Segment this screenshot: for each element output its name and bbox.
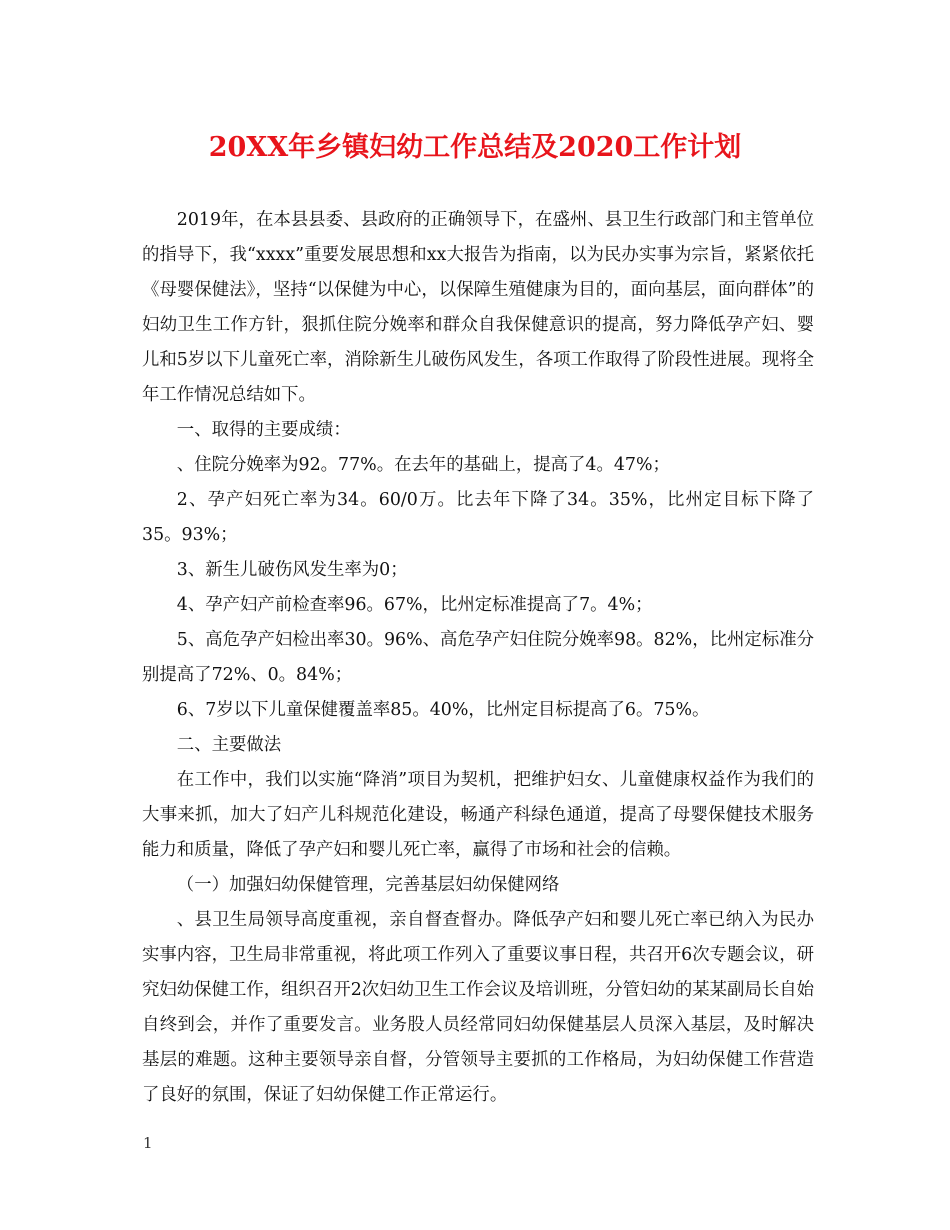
- document-body: [142, 203, 814, 1113]
- list-item-delivery-rate: 、住院分娩率为92。77%。在去年的基础上，提高了4。47%；: [176, 455, 670, 475]
- paragraph-intro: 2019年，在本县县委、县政府的正确领导下，在盛州、县卫生行政部门和主管单位的指导下，我“xxxx”重要发展思想和xx大报告为指南，以为民办实事为宗旨，紧紧依托《母婴保健法》，坚持“以保健为中心，以保障生殖健康为目的，面向基层，面向群体”的妇幼卫生工作方针，狠抓住院分娩率和群众自我保健意识的提高，努力降低孕产妇、婴儿和5岁以下儿童死亡率，消除新生儿破伤风发生，各项工作取得了阶段性进展。现将全年工作情况总结如下。: [142, 210, 814, 405]
- subsection-heading-management: （一）加强妇幼保健管理，完善基层妇幼保健网络: [176, 875, 560, 895]
- paragraph-methods: 在工作中，我们以实施“降消”项目为契机，把维护妇女、儿童健康权益作为我们的大事来抓，加大了妇产儿科规范化建设，畅通产科绿色通道，提高了母婴保健技术服务能力和质量，降低了孕产妇和婴儿死亡率，赢得了市场和社会的信赖。: [142, 770, 814, 860]
- document-title: 20XX年乡镇妇幼工作总结及2020工作计划: [208, 132, 742, 163]
- list-item-high-risk: 5、高危孕产妇检出率30。96%、高危孕产妇住院分娩率98。82%，比州定标准分别提高了72%、0。84%；: [142, 630, 814, 685]
- section-heading-achievements: 一、取得的主要成绩：: [176, 420, 351, 440]
- list-item-child-health: 6、7岁以下儿童保健覆盖率85。40%，比州定目标提高了6。75%。: [176, 700, 710, 720]
- list-item-prenatal-check: 4、孕产妇产前检查率96。67%，比州定标准提高了7。4%；: [176, 595, 653, 615]
- list-item-maternal-mortality: 2、孕产妇死亡率为34。60/0万。比去年下降了34。35%，比州定目标下降了35。93%；: [142, 490, 814, 545]
- page-number: 1: [143, 1134, 153, 1152]
- section-heading-methods: 二、主要做法: [176, 735, 282, 755]
- paragraph-management: 、县卫生局领导高度重视，亲自督查督办。降低孕产妇和婴儿死亡率已纳入为民办实事内容，卫生局非常重视，将此项工作列入了重要议事日程，共召开6次专题会议，研究妇幼保健工作，组织召开2次妇幼卫生工作会议及培训班，分管妇幼的某某副局长自始自终到会，并作了重要发言。业务股人员经常同妇幼保健基层人员深入基层，及时解决基层的难题。这种主要领导亲自督，分管领导主要抓的工作格局，为妇幼保健工作营造了良好的氛围，保证了妇幼保健工作正常运行。: [142, 910, 814, 1105]
- list-item-tetanus-rate: 3、新生儿破伤风发生率为0；: [176, 560, 408, 580]
